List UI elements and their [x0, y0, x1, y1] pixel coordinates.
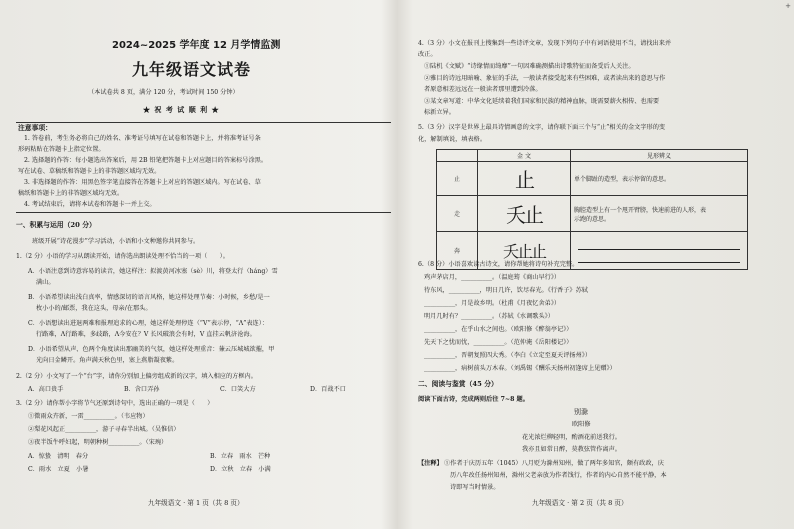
poem-line: ③夜半饭牛呼妇起，明朝种树__________。（宋琬）	[28, 439, 168, 446]
char-cell: 走	[437, 196, 478, 232]
poem-author: 欧阳修	[572, 421, 591, 428]
q4-item: ②雅目的诗远用暗喻、象征的手法，一般读者接受起来有些困难，或者读出来的意思与作	[424, 75, 666, 82]
question-3: 3.（2 分）请你帮小字将节气还原到诗句中，选出正确的一项是（ ）	[16, 400, 214, 407]
notice-divider-bottom	[16, 212, 391, 213]
notice-line: 稿纸和答题卡上的非答题区域均无效。	[18, 190, 124, 197]
recite-line: __________，晋朝复照四大秀。（李白《立定至夏天评扬州》）	[424, 352, 592, 359]
option-line: 行路难，Λ行路难，多歧路，Λ今安在？V 长风破浪会有时，V 直挂云帆济沧海。	[36, 331, 256, 338]
question-1: 1.（2 分）小语的学习从朗读开始，请你选出朗读处理不恰当的一项（ ）。	[16, 253, 229, 260]
bronze-glyph: 夭止止	[478, 232, 571, 270]
poem-title: 别滁	[574, 408, 588, 416]
section-title: 一、积累与运用（20 分）	[16, 221, 96, 229]
table-header: 见形辨义	[571, 150, 748, 162]
question-5-cont: 化，解制填说，填表格。	[418, 136, 487, 143]
answer-line[interactable]	[578, 250, 740, 263]
option: D．立秋 立春 小满	[210, 466, 271, 473]
question-4-cont: 改正。	[418, 51, 437, 58]
note-line: 诗即写当时情景。	[450, 484, 500, 491]
section-title: 二、阅读与鉴赏（45 分）	[418, 380, 498, 388]
note-line: ①作者于庆历五年（1045）八月贬为滁州知州，做了两年多知官，颇有政政，庆	[444, 460, 664, 467]
corner-mark: +	[785, 2, 791, 10]
meaning-line: 胸腔造型上有一个甩开臂膀，快速前进的人形，表	[574, 206, 707, 214]
notice-title: 注意事项：	[18, 124, 52, 132]
question-6: 6.（8 分）小语喜欢读古诗文，请你帮她将诗句补充完整。	[418, 261, 579, 268]
question-4: 4.（3 分）小文在报刊上搜集到一些诗评文章，发现下列句子中有词语使用不当，请找出来并	[418, 40, 672, 47]
recite-line: 明月几时有？__________。（苏轼《水调歌头》）	[424, 313, 554, 320]
meaning-cell	[571, 196, 748, 232]
notice-line: 3. 非选择题的作答：用黑色签字笔直接答在答题卡上对应的答题区域内。写在试卷、草	[24, 179, 261, 186]
q4-item: ①陆机《文赋》“诗缘情而绮靡”一句因难确测描出诗歌特征而备受后人关注。	[424, 63, 635, 70]
exam-title: 九年级语文试卷	[132, 60, 252, 79]
option-line: B．小语希望读出浅白真率，情感深切的语言风格，她这样处理节奏：小时候，乡愁/是一	[28, 294, 270, 301]
option: D．百战不口	[310, 386, 346, 393]
table-row	[437, 196, 748, 232]
option-line: D．小语希望从声、色两个角度读出那幽美的气氛，她这样处理重音：蒹云压城城欲摧，甲	[28, 346, 275, 353]
answer-line[interactable]	[578, 239, 740, 250]
notice-line: 形码粘贴在答题卡上指定位置。	[18, 146, 105, 153]
option-line: 枚小小的/邮票，我在这头，母亲/在那头。	[36, 305, 152, 312]
note-label: 【注释】	[418, 460, 443, 467]
char-cell: 奔	[437, 232, 478, 270]
note-line: 历八年改任扬州知州，滁州父老亲放为作者饯行，作者的内心自然不能平静，本	[450, 472, 667, 479]
good-luck: ★ 祝 考 试 顺 利 ★	[143, 105, 220, 114]
q4-item: ③某文章写道：中华文化延续着我们国家和民族的精神血脉，既需要薪火相传、也需要	[424, 98, 660, 105]
meaning-cell: 单个脚趾的造型，表示停留的意思。	[571, 162, 748, 196]
question-2: 2.（2 分）小文写了一个“台”字，请你分别加上偏旁组成新的汉字，填入相应的方框内。	[16, 373, 257, 380]
meaning-line: 示跑的意思。	[574, 215, 611, 223]
option: B．立春 雨水 芒种	[210, 453, 271, 460]
option: C．雨水 立夏 小暑	[28, 466, 89, 473]
option-line: C．小语想读出进退两难和报理追求的心理，她这样处理停连（“V”表示停，“Λ”表连）：	[28, 320, 269, 327]
character-table	[436, 149, 748, 270]
recite-line: 先天下之忧而忧，__________。（范仲淹《岳阳楼记》）	[424, 339, 573, 346]
page-footer: 九年级语文 · 第 2 页（共 8 页）	[532, 499, 628, 507]
q4-item: 者原意相差远远在一般读者那里遭到冷落。	[424, 86, 542, 93]
option-line: 满山。	[36, 279, 55, 286]
year-title: 2024~2025 学年度 12 月学情监测	[112, 40, 281, 51]
notice-divider	[16, 122, 391, 123]
table-row	[437, 162, 748, 196]
recite-line: __________，月是故乡明。（杜甫《月夜忆舍弟》）	[424, 300, 561, 307]
answer-cell[interactable]	[571, 232, 748, 270]
table-header	[437, 150, 478, 162]
activity-intro: 班级开展“诗花漫步”学习活动，小语和小文种邀你共同参与。	[32, 238, 200, 245]
recite-line: 待东风，__________，明日几许，饮尽春光。《行香子》苏轼	[424, 287, 588, 294]
table-header: 金 文	[478, 150, 571, 162]
poem-line: ①微雨众卉新，一雷__________。（韦应物）	[28, 413, 149, 420]
recite-line: 鸡声茅店月，__________。（温庭筠《商山早行》）	[424, 274, 561, 281]
page-footer: 九年级语文 · 第 1 页（共 8 页）	[148, 499, 244, 507]
option: C．口笑大方	[220, 386, 256, 393]
option: B．含口弄孙	[124, 386, 160, 393]
option-line: A．小语注意到诗意容易的读音，她这样注：拟渡黄河冰塞（sè）川，将登太行（háng）雪	[28, 268, 278, 275]
option: A．高口贵手	[28, 386, 64, 393]
bronze-glyph: 夭止	[478, 196, 571, 232]
notice-line: 1. 答卷前，考生务必将自己的姓名、准考证号填写在试卷和答题卡上，并将准考证号条	[24, 135, 261, 142]
bronze-glyph: 止	[478, 162, 571, 196]
notice-line: 4. 考试结束后，请将本试卷和答题卡一并上交。	[24, 201, 156, 208]
q4-item: 标新立异。	[424, 109, 455, 116]
page-left	[10, 0, 395, 529]
poem-line: 花光浓烂柳轻明，酌酒花前送我行。	[522, 434, 621, 441]
poem-line: 我亦且如常日醉，莫教弦管作离声。	[522, 446, 621, 453]
reading-intro: 阅读下面古诗，完成两则后往 7~8 题。	[418, 396, 529, 403]
option-line: 光向日金鳞开。角声满天秋色里，塞上燕脂凝夜紫。	[36, 357, 179, 364]
exam-info: （本试卷共 8 页，满分 120 分，考试时间 150 分钟）	[88, 89, 239, 96]
notice-line: 2. 选择题的作答：每小题选出答案后，用 2B 铅笔把答题卡上对应题目的答案标号涂黑。	[24, 157, 268, 164]
notice-line: 写在试卷、草稿纸和答题卡上的非答题区域均无效。	[18, 168, 161, 175]
char-cell: 止	[437, 162, 478, 196]
question-5: 5.（3 分）汉字是世界上最具诗情画意的文字，请你联下面三个与“止”相关的金文字形的变	[418, 124, 666, 131]
recite-line: __________，病树前头万木春。（刘禹锡《酬乐天扬州初逢席上见赠》）	[424, 365, 616, 372]
option: A．惊蛰 清明 春分	[28, 453, 89, 460]
poem-line: ②梨花风起正__________，游子寻春半出城。（吴惟信）	[28, 426, 180, 433]
recite-line: __________，在乎山水之间也。（欧阳修《醉翁亭记》）	[424, 326, 573, 333]
page-right	[412, 0, 782, 529]
